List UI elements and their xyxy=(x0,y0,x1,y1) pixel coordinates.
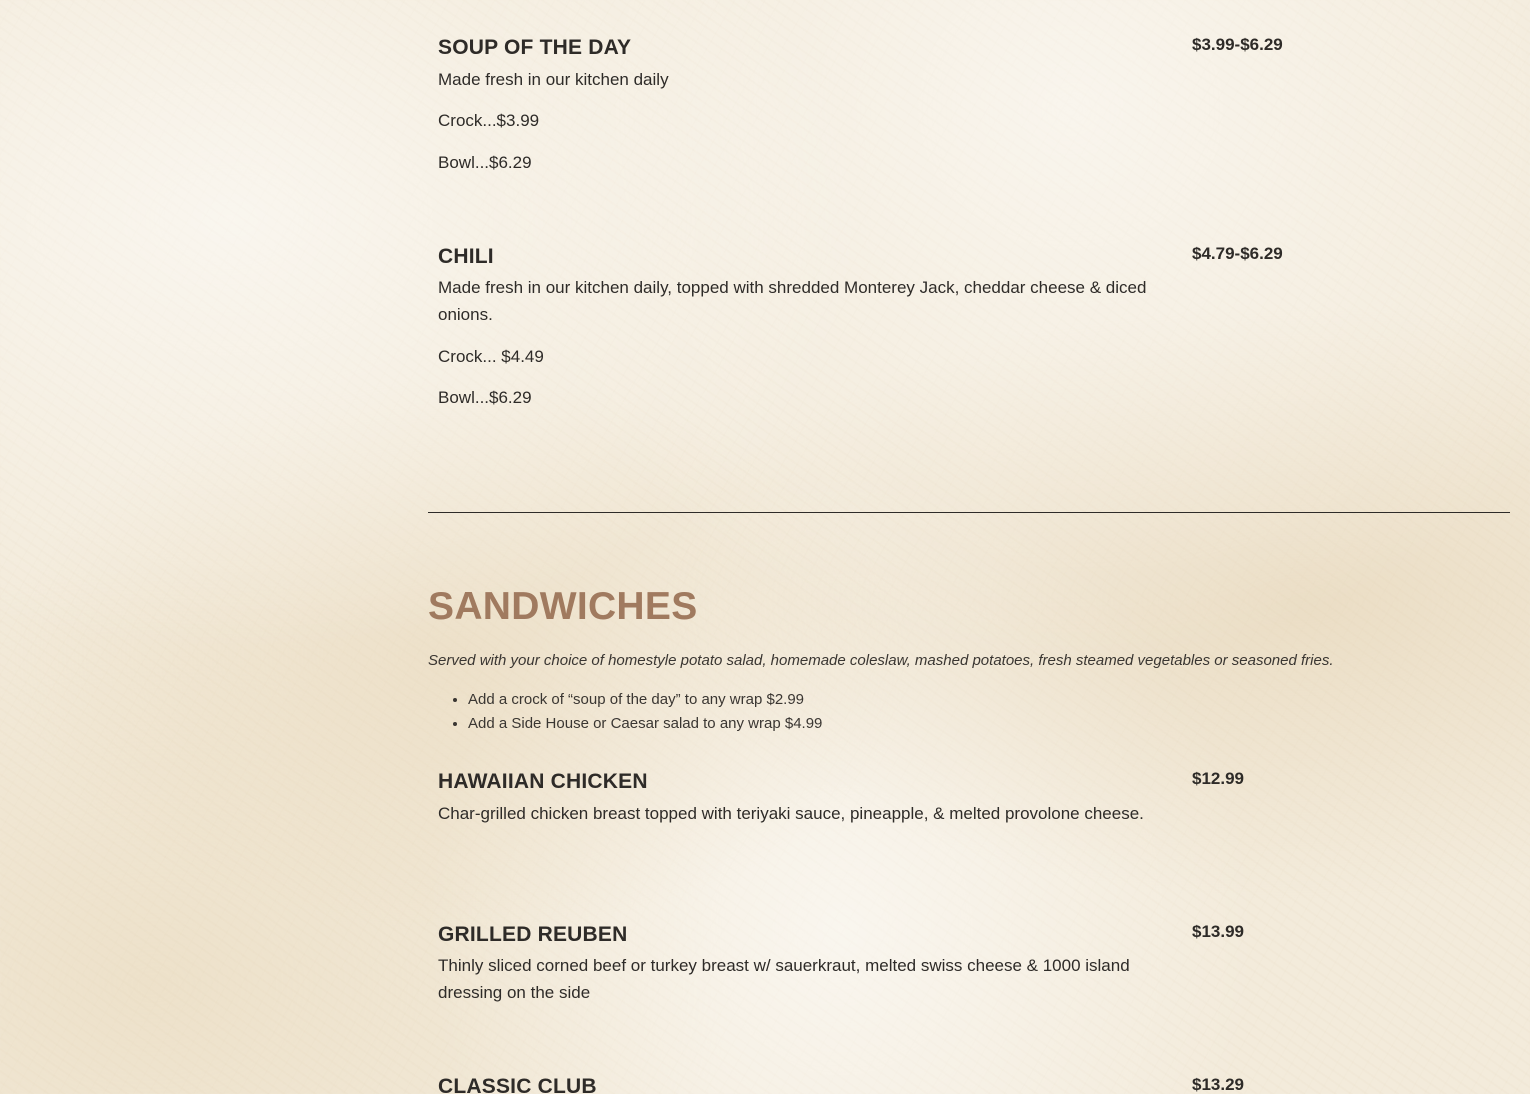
menu-item-name-classic-club: CLASSIC CLUB xyxy=(438,1075,597,1094)
menu-item-price-grilled-reuben: $13.99 xyxy=(1192,922,1244,941)
menu-item-size-bowl: Bowl...$6.29 xyxy=(438,388,532,407)
menu-item-price-chili: $4.79-$6.29 xyxy=(1192,244,1283,263)
menu-item-name-soup-of-the-day: SOUP OF THE DAY xyxy=(438,36,632,59)
menu-item-name-chili: CHILI xyxy=(438,245,494,268)
menu-item-price-hawaiian-chicken: $12.99 xyxy=(1192,769,1244,788)
menu-item-price-soup-of-the-day: $3.99-$6.29 xyxy=(1192,35,1283,54)
section-divider xyxy=(428,512,1510,513)
addon-list xyxy=(428,688,822,736)
addon-list-item: • Add a crock of “soup of the day” to any wrap $2.99 xyxy=(468,688,822,712)
menu-item-size-crock: Crock... $4.49 xyxy=(438,347,544,366)
section-note: Served with your choice of homestyle potato salad, homemade coleslaw, mashed potatoes, fresh steamed vegetables or seasoned fries. xyxy=(428,652,1334,669)
section-title-sandwiches: SANDWICHES xyxy=(428,585,698,628)
addon-list-item: • Add a Side House or Caesar salad to any wrap $4.99 xyxy=(468,712,822,736)
menu-item-price-classic-club: $13.29 xyxy=(1192,1075,1244,1094)
menu-item-description-chili: Made fresh in our kitchen daily, topped with shredded Monterey Jack, cheddar cheese & diced onions. xyxy=(438,278,1147,324)
menu-item-description-soup-of-the-day: Made fresh in our kitchen daily xyxy=(438,70,669,89)
menu-item-size-bowl: Bowl...$6.29 xyxy=(438,153,532,172)
menu-item-name-hawaiian-chicken: HAWAIIAN CHICKEN xyxy=(438,770,648,793)
menu-item-description-hawaiian-chicken: Char-grilled chicken breast topped with teriyaki sauce, pineapple, & melted provolone cheese. xyxy=(438,804,1144,823)
menu-item-name-grilled-reuben: GRILLED REUBEN xyxy=(438,923,628,946)
menu-item-description-grilled-reuben: Thinly sliced corned beef or turkey breast w/ sauerkraut, melted swiss cheese & 1000 island dressing on the side xyxy=(438,956,1130,1002)
menu-item-size-crock: Crock...$3.99 xyxy=(438,111,540,130)
